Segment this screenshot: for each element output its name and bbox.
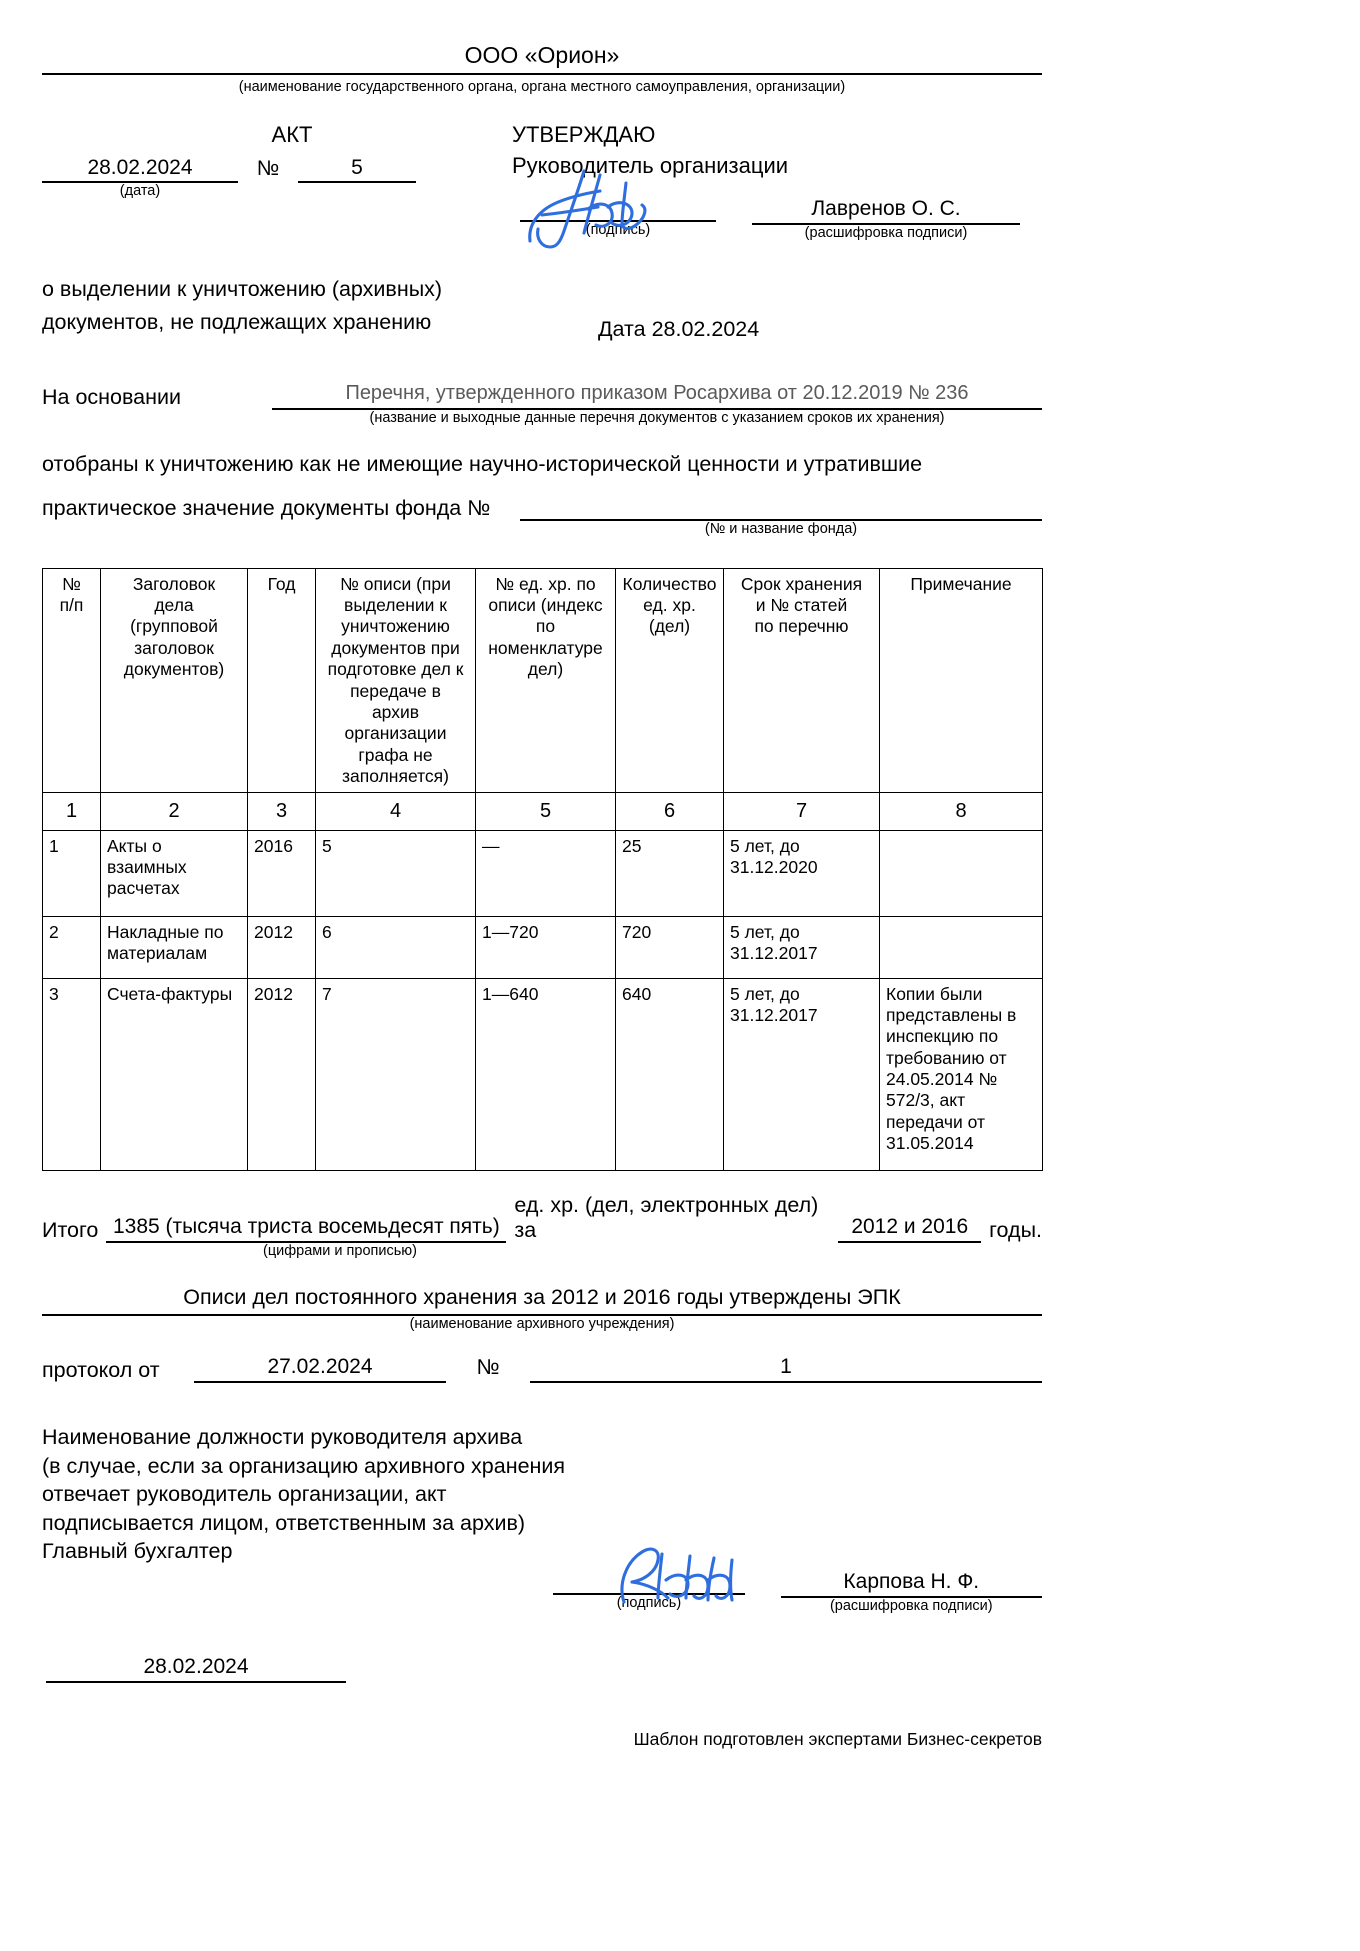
row-quantity[interactable]: 25	[616, 830, 724, 916]
signer-signature-cell	[553, 1570, 744, 1615]
row-retention[interactable]: 5 лет, до 31.12.2017	[724, 978, 880, 1170]
selected-paragraph: отобраны к уничтожению как не имеющие научно-исторической ценности и утратившие	[42, 452, 923, 477]
basis-label: На основании	[42, 385, 182, 410]
basis-caption: (название и выходные данные перечня документов с указанием сроков их хранения)	[369, 410, 945, 427]
protocol-number-field[interactable]: 1	[530, 1355, 1042, 1383]
signer-role-line-1: Наименование должности руководителя архива	[42, 1424, 523, 1449]
act-dateline	[42, 156, 512, 183]
colnum-7: 7	[724, 793, 880, 830]
protocol-label: протокол от	[42, 1357, 160, 1382]
row-year[interactable]: 2016	[248, 830, 316, 916]
approver-signature-row	[512, 197, 1042, 242]
act-number-field[interactable]: 5	[298, 156, 416, 183]
table-row	[43, 916, 1043, 978]
document-sheet	[42, 0, 1042, 1750]
act-block	[42, 122, 512, 242]
row-year[interactable]: 2012	[248, 916, 316, 978]
th-note: Примечание	[880, 568, 1043, 792]
protocol-no-symbol: №	[476, 1354, 500, 1379]
signer-name[interactable]: Карпова Н. Ф.	[843, 1569, 980, 1593]
archive-institution-caption: (наименование архивного учреждения)	[409, 1316, 675, 1333]
destruction-table	[42, 568, 1043, 1171]
th-inventory-number: № описи (при выделении к уничтожению документов при подготовке дел к передаче в архив организации графа не заполняется)	[316, 568, 476, 792]
table-row	[43, 830, 1043, 916]
template-credit: Шаблон подготовлен экспертами Бизнес-секретов	[633, 1728, 1042, 1749]
colnum-8: 8	[880, 793, 1043, 830]
th-number: № п/п	[43, 568, 101, 792]
approver-name-cell	[752, 197, 1020, 242]
table-row	[43, 978, 1043, 1170]
fund-label: практическое значение документы фонда №	[42, 496, 491, 521]
colnum-5: 5	[476, 793, 616, 830]
approve-role: Руководитель организации	[512, 152, 789, 178]
row-number: 1	[43, 830, 101, 916]
row-title[interactable]: Счета-фактуры	[101, 978, 248, 1170]
colnum-4: 4	[316, 793, 476, 830]
th-year: Год	[248, 568, 316, 792]
row-number: 2	[43, 916, 101, 978]
protocol-date-field[interactable]: 27.02.2024	[194, 1355, 446, 1383]
row-retention[interactable]: 5 лет, до 31.12.2017	[724, 916, 880, 978]
colnum-1: 1	[43, 793, 101, 830]
fund-row	[42, 493, 1042, 521]
act-title: АКТ	[271, 121, 313, 147]
organization-caption: (наименование государственного органа, органа местного самоуправления, организации)	[238, 79, 846, 95]
totals-middle-text: ед. хр. (дел, электронных дел) за	[514, 1192, 819, 1242]
fund-field[interactable]	[520, 493, 1042, 521]
signer-name-cell	[781, 1570, 1042, 1615]
act-date-field[interactable]: 28.02.2024	[42, 156, 238, 183]
row-quantity[interactable]: 720	[616, 916, 724, 978]
final-date-field[interactable]: 28.02.2024	[46, 1655, 346, 1683]
approver-signature-cell	[520, 197, 716, 242]
approver-signature-line[interactable]	[520, 197, 716, 222]
row-title[interactable]: Накладные по материалам	[101, 916, 248, 978]
totals-amount-field[interactable]: 1385 (тысяча триста восемьдесят пять)	[106, 1215, 506, 1243]
signer-transcript-caption: (расшифровка подписи)	[829, 1597, 993, 1614]
fund-caption: (№ и название фонда)	[704, 521, 858, 538]
organization-name: ООО «Орион»	[464, 42, 620, 68]
totals-years-field[interactable]: 2012 и 2016	[838, 1215, 981, 1243]
signer-role-line-3: отвечает руководитель организации, акт	[42, 1482, 447, 1507]
act-date-caption: (дата)	[119, 182, 161, 199]
basis-row	[42, 382, 1042, 410]
th-quantity: Количество ед. хр. (дел)	[616, 568, 724, 792]
colnum-3: 3	[248, 793, 316, 830]
row-note[interactable]	[880, 916, 1043, 978]
header-row	[42, 122, 1042, 242]
row-unit-no[interactable]: 1—720	[476, 916, 616, 978]
row-unit-no[interactable]: 1—640	[476, 978, 616, 1170]
signer-role-line-4: подписывается лицом, ответственным за архив)	[42, 1510, 526, 1535]
th-retention: Срок хранения и № статей по перечню	[724, 568, 880, 792]
approver-transcript-caption: (расшифровка подписи)	[804, 224, 968, 241]
signer-signature-row	[42, 1570, 1042, 1615]
row-quantity[interactable]: 640	[616, 978, 724, 1170]
approve-title: УТВЕРЖДАЮ	[512, 121, 656, 147]
row-inventory-no[interactable]: 5	[316, 830, 476, 916]
signer-role-line-5: Главный бухгалтер	[42, 1539, 233, 1564]
row-year[interactable]: 2012	[248, 978, 316, 1170]
colnum-2: 2	[101, 793, 248, 830]
organization-rule	[42, 73, 1042, 75]
row-inventory-no[interactable]: 6	[316, 916, 476, 978]
inventories-approved-line[interactable]: Описи дел постоянного хранения за 2012 и 2016 годы утверждены ЭПК	[42, 1285, 1042, 1316]
table-column-number-row	[43, 793, 1043, 830]
row-title[interactable]: Акты о взаимных расчетах	[101, 830, 248, 916]
row-note[interactable]	[880, 830, 1043, 916]
th-case-title: Заголовок дела (групповой заголовок документов)	[101, 568, 248, 792]
act-no-symbol: №	[256, 156, 280, 180]
totals-amount-caption: (цифрами и прописью)	[263, 1242, 417, 1259]
basis-field[interactable]: Перечня, утвержденного приказом Росархива от 20.12.2019 № 236	[272, 382, 1042, 410]
signer-signature-caption: (подпись)	[616, 1594, 682, 1611]
signer-role-line-2: (в случае, если за организацию архивного хранения	[42, 1453, 566, 1478]
approval-date: Дата 28.02.2024	[598, 317, 760, 342]
signer-role-block	[42, 1423, 1042, 1566]
row-note[interactable]: Копии были представлены в инспекцию по требованию от 24.05.2014 № 572/3, акт передачи от 31.05.2014	[880, 978, 1043, 1170]
approver-name[interactable]: Лавренов О. С.	[811, 196, 961, 220]
subject-line-1: о выделении к уничтожению (архивных)	[42, 277, 443, 302]
totals-tail-text: годы.	[989, 1217, 1042, 1242]
totals-label: Итого	[42, 1217, 99, 1242]
row-inventory-no[interactable]: 7	[316, 978, 476, 1170]
row-number: 3	[43, 978, 101, 1170]
row-unit-no[interactable]: —	[476, 830, 616, 916]
protocol-row	[42, 1355, 1042, 1383]
subject-line-2: документов, не подлежащих хранению	[42, 310, 432, 335]
approval-block	[512, 122, 1042, 242]
th-unit-number: № ед. хр. по описи (индекс по номенклатуре дел)	[476, 568, 616, 792]
totals-row	[42, 1193, 1042, 1243]
colnum-6: 6	[616, 793, 724, 830]
table-header-row	[43, 568, 1043, 792]
signer-signature-line[interactable]	[553, 1570, 744, 1595]
approver-signature-caption: (подпись)	[585, 221, 651, 238]
row-retention[interactable]: 5 лет, до 31.12.2020	[724, 830, 880, 916]
